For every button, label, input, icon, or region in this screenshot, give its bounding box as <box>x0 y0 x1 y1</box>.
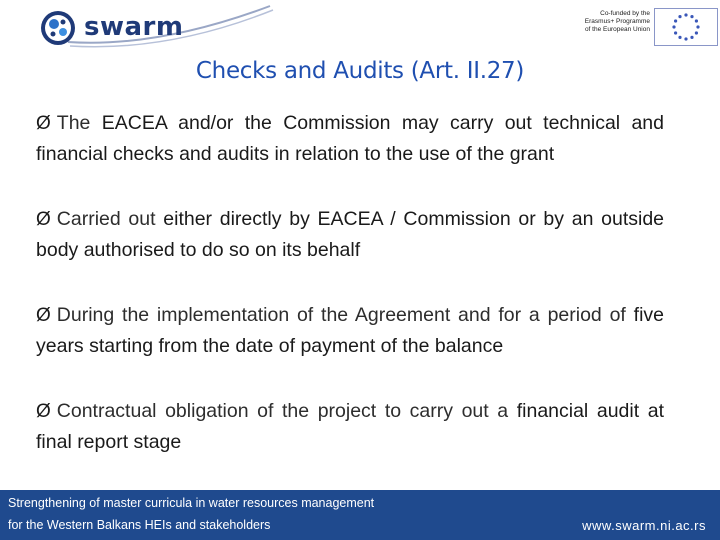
eu-line-1: Co-funded by the <box>600 10 650 17</box>
footer-project-line-1: Strengthening of master curricula in water resources management <box>8 496 375 510</box>
eu-cofunded-badge <box>568 8 718 44</box>
bullet-text: financial audit at final report stage <box>36 400 664 453</box>
arrow-bullet-icon: Ø <box>36 113 51 134</box>
bullet-list <box>36 108 664 492</box>
arrow-bullet-icon: Ø <box>36 209 51 230</box>
arrow-bullet-icon: Ø <box>36 401 51 422</box>
bullet-text: EACEA and/or the Commission may carry out technical and financial checks and audits in relation to the use of the grant <box>36 112 664 165</box>
arrow-bullet-icon: Ø <box>36 305 51 326</box>
bullet-text: either directly by EACEA / Commission or by an outside body authorised to do so on its behalf <box>36 208 665 261</box>
bullet-item <box>36 204 664 265</box>
page-title: Checks and Audits (Art. II.27) <box>195 58 525 84</box>
bullet-lead: The <box>56 112 91 134</box>
bullet-lead: During the implementation of the Agreement and for a period of <box>56 304 626 326</box>
logo-text: swarm <box>84 12 184 42</box>
eu-flag-icon <box>654 8 718 46</box>
eu-text <box>568 10 650 34</box>
footer-bar <box>0 490 720 540</box>
bullet-lead: Carried out <box>56 208 156 230</box>
swarm-logo <box>8 2 278 52</box>
bullet-text: five years starting from the date of payment of the balance <box>36 304 665 357</box>
bullet-lead: Contractual obligation of the project to carry out a <box>56 400 509 422</box>
eu-line-2: Erasmus+ Programme <box>584 18 650 25</box>
bullet-item <box>36 396 664 457</box>
eu-line-3: of the European Union <box>584 26 650 33</box>
footer-website-link[interactable]: www.swarm.ni.ac.rs <box>582 518 706 533</box>
bullet-item <box>36 300 664 361</box>
footer-project-line-2: for the Western Balkans HEIs and stakeholders <box>8 518 271 532</box>
bullet-item <box>36 108 664 169</box>
